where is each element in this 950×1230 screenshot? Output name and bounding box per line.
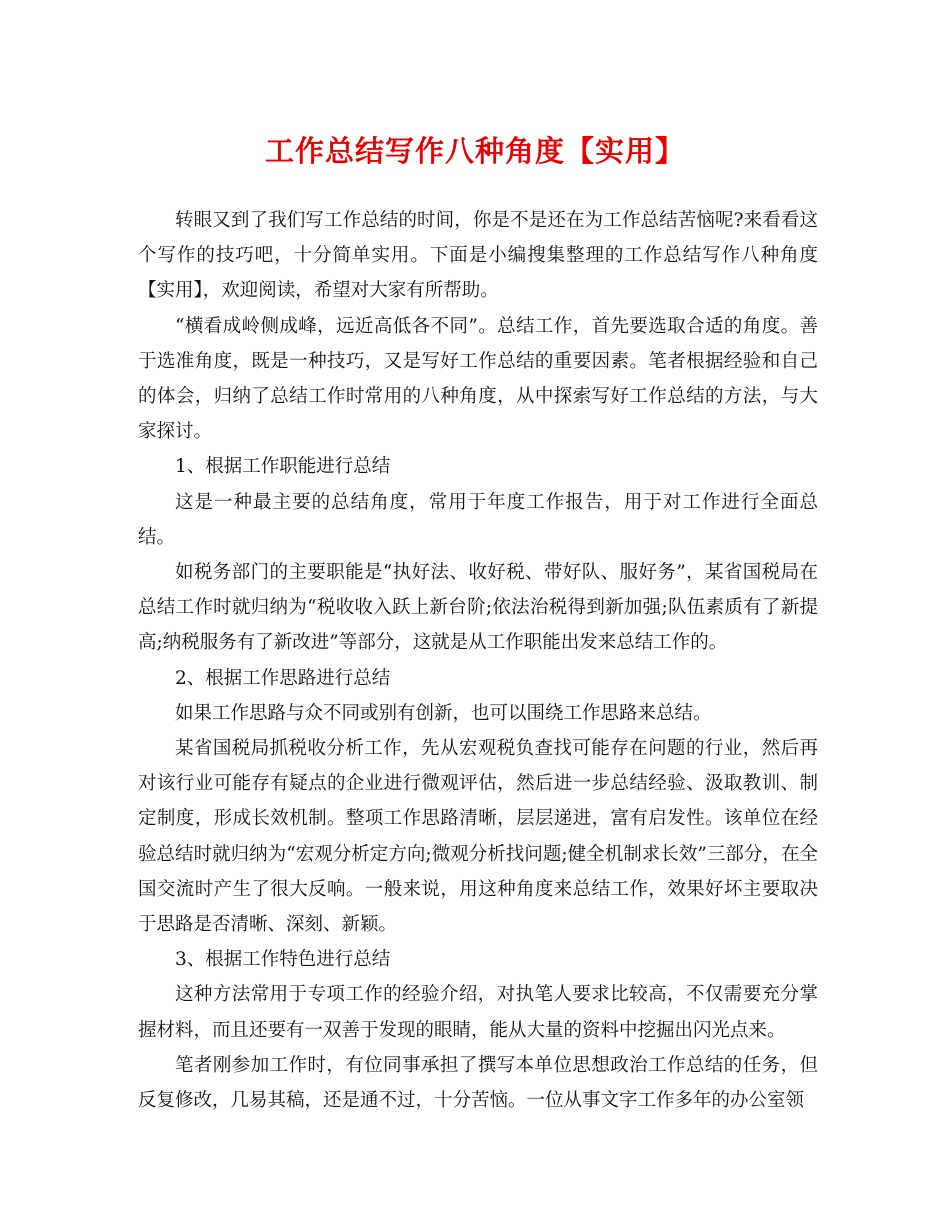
paragraph-section-3-example: 笔者刚参加工作时，有位同事承担了撰写本单位思想政治工作总结的任务，但反复修改，几易其稿，还是通不过，十分苦恼。一位从事文字工作多年的办公室领 bbox=[138, 1054, 818, 1112]
page-title: 工作总结写作八种角度【实用】 bbox=[264, 134, 685, 168]
section-heading-3: 3、根据工作特色进行总结 bbox=[175, 949, 391, 971]
paragraph-intro: 转眼又到了我们写工作总结的时间，你是不是还在为工作总结苦恼呢?来看看这个写作的技巧吧，十分简单实用。下面是小编搜集整理的工作总结写作八种角度【实用】，欢迎阅读，希望对大家有所帮助。 bbox=[138, 210, 818, 302]
paragraph-section-1-example: 如税务部门的主要职能是“执好法、收好税、带好队、服好务”，某省国税局在总结工作时就归纳为“税收收入跃上新台阶;依法治税得到新加强;队伍素质有了新提高;纳税服务有了新改进”等部分，这就是从工作职能出发来总结工作的。 bbox=[138, 562, 818, 654]
paragraph-section-2-example: 某省国税局抓税收分析工作，先从宏观税负查找可能存在问题的行业，然后再对该行业可能存有疑点的企业进行微观评估，然后进一步总结经验、汲取教训、制定制度，形成长效机制。整项工作思路清晰，层层递进，富有启发性。该单位在经验总结时就归纳为“宏观分析定方向;微观分析找问题;健全机制求长效”三部分，在全国交流时产生了很大反响。一般来说，用这种角度来总结工作，效果好坏主要取决于思路是否清晰、深刻、新颖。 bbox=[138, 738, 818, 936]
section-heading-2: 2、根据工作思路进行总结 bbox=[175, 667, 391, 689]
paragraph-section-2-summary: 如果工作思路与众不同或别有创新，也可以围绕工作思路来总结。 bbox=[175, 702, 712, 724]
section-heading-1: 1、根据工作职能进行总结 bbox=[175, 456, 391, 478]
paragraph-section-1-summary: 这是一种最主要的总结角度，常用于年度工作报告，用于对工作进行全面总结。 bbox=[138, 491, 818, 548]
paragraph-section-3-summary: 这种方法常用于专项工作的经验介绍，对执笔人要求比较高，不仅需要充分掌握材料，而且还要有一双善于发现的眼睛，能从大量的资料中挖掘出闪光点来。 bbox=[138, 984, 818, 1041]
document-body bbox=[138, 203, 818, 1118]
paragraph-perspective: “横看成岭侧成峰，远近高低各不同”。总结工作，首先要选取合适的角度。善于选准角度，既是一种技巧，又是写好工作总结的重要因素。笔者根据经验和自己的体会，归纳了总结工作时常用的八种角度，从中探索写好工作总结的方法，与大家探讨。 bbox=[138, 315, 818, 443]
